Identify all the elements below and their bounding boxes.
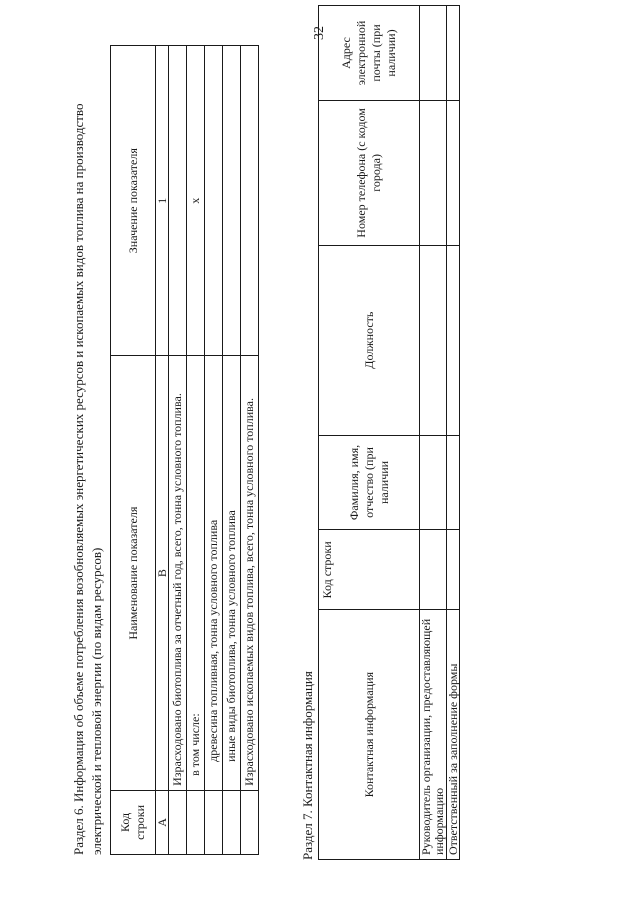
row-name-cell: Израсходовано биотоплива за отчетный год, всего, тонна условного топлива. [169, 356, 187, 791]
phone-input-cell[interactable] [420, 101, 447, 246]
column-header-contact: Контактная информация [319, 610, 420, 860]
table-row [205, 46, 223, 855]
row-name-cell: иные виды биотоплива, тонна условного топлива [223, 356, 241, 791]
table-row [447, 6, 460, 860]
table-row [169, 46, 187, 855]
column-header-phone: Номер телефона (с кодом города) [319, 101, 420, 246]
row-value-cell[interactable] [223, 46, 241, 356]
row-code-cell[interactable] [205, 790, 223, 854]
table-row [187, 46, 205, 855]
row-value-cell[interactable] [205, 46, 223, 356]
phone-input-cell[interactable] [447, 101, 460, 246]
contact-label-cell: Руководитель организации, предоставляющей информацию [420, 610, 447, 860]
column-header-code: Код строки [319, 530, 420, 610]
row-code-cell[interactable] [187, 790, 205, 854]
section6-table [110, 45, 259, 855]
code-input-cell[interactable] [420, 530, 447, 610]
row-name-cell: в том числе: [187, 356, 205, 791]
column-header-code: Код строки [111, 790, 156, 854]
row-name-cell: Израсходовано ископаемых видов топлива, всего, тонна условного топлива. [241, 356, 259, 791]
column-header-name: Наименование показателя [111, 356, 156, 791]
column-letter: А [156, 790, 169, 854]
section6-heading: Раздел 6. Информация об объеме потребления возобновляемых энергетических ресурсов и ископаемых видов топлива на производство электрической и тепловой энергии (по видам ресурсов) [71, 103, 104, 855]
row-value-cell[interactable] [241, 46, 259, 356]
column-letter: 1 [156, 46, 169, 356]
row-value-cell: х [187, 46, 205, 356]
code-input-cell[interactable] [447, 530, 460, 610]
section7-heading: Раздел 7. Контактная информация [300, 671, 315, 860]
contact-label-cell: Ответственный за заполнение формы [447, 610, 460, 860]
table-row [420, 6, 447, 860]
column-header-position: Должность [319, 245, 420, 435]
column-header-value: Значение показателя [111, 46, 156, 356]
column-letter-row [156, 46, 169, 855]
email-input-cell[interactable] [420, 6, 447, 101]
section7-table [318, 5, 460, 860]
page-number: 32 [312, 26, 327, 40]
full-name-input-cell[interactable] [420, 435, 447, 530]
position-input-cell[interactable] [420, 245, 447, 435]
table-row [223, 46, 241, 855]
column-letter: В [156, 356, 169, 791]
row-code-cell[interactable] [241, 790, 259, 854]
table-header-row [319, 6, 420, 860]
row-code-cell[interactable] [223, 790, 241, 854]
full-name-input-cell[interactable] [447, 435, 460, 530]
column-header-full-name: Фамилия, имя, отчество (при наличии [319, 435, 420, 530]
column-header-email: Адрес электронной почты (при наличии) [319, 6, 420, 101]
position-input-cell[interactable] [447, 245, 460, 435]
row-code-cell[interactable] [169, 790, 187, 854]
email-input-cell[interactable] [447, 6, 460, 101]
row-value-cell[interactable] [169, 46, 187, 356]
row-name-cell: древесина топливная, тонна условного топлива [205, 356, 223, 791]
table-row [241, 46, 259, 855]
table-header-row [111, 46, 156, 855]
